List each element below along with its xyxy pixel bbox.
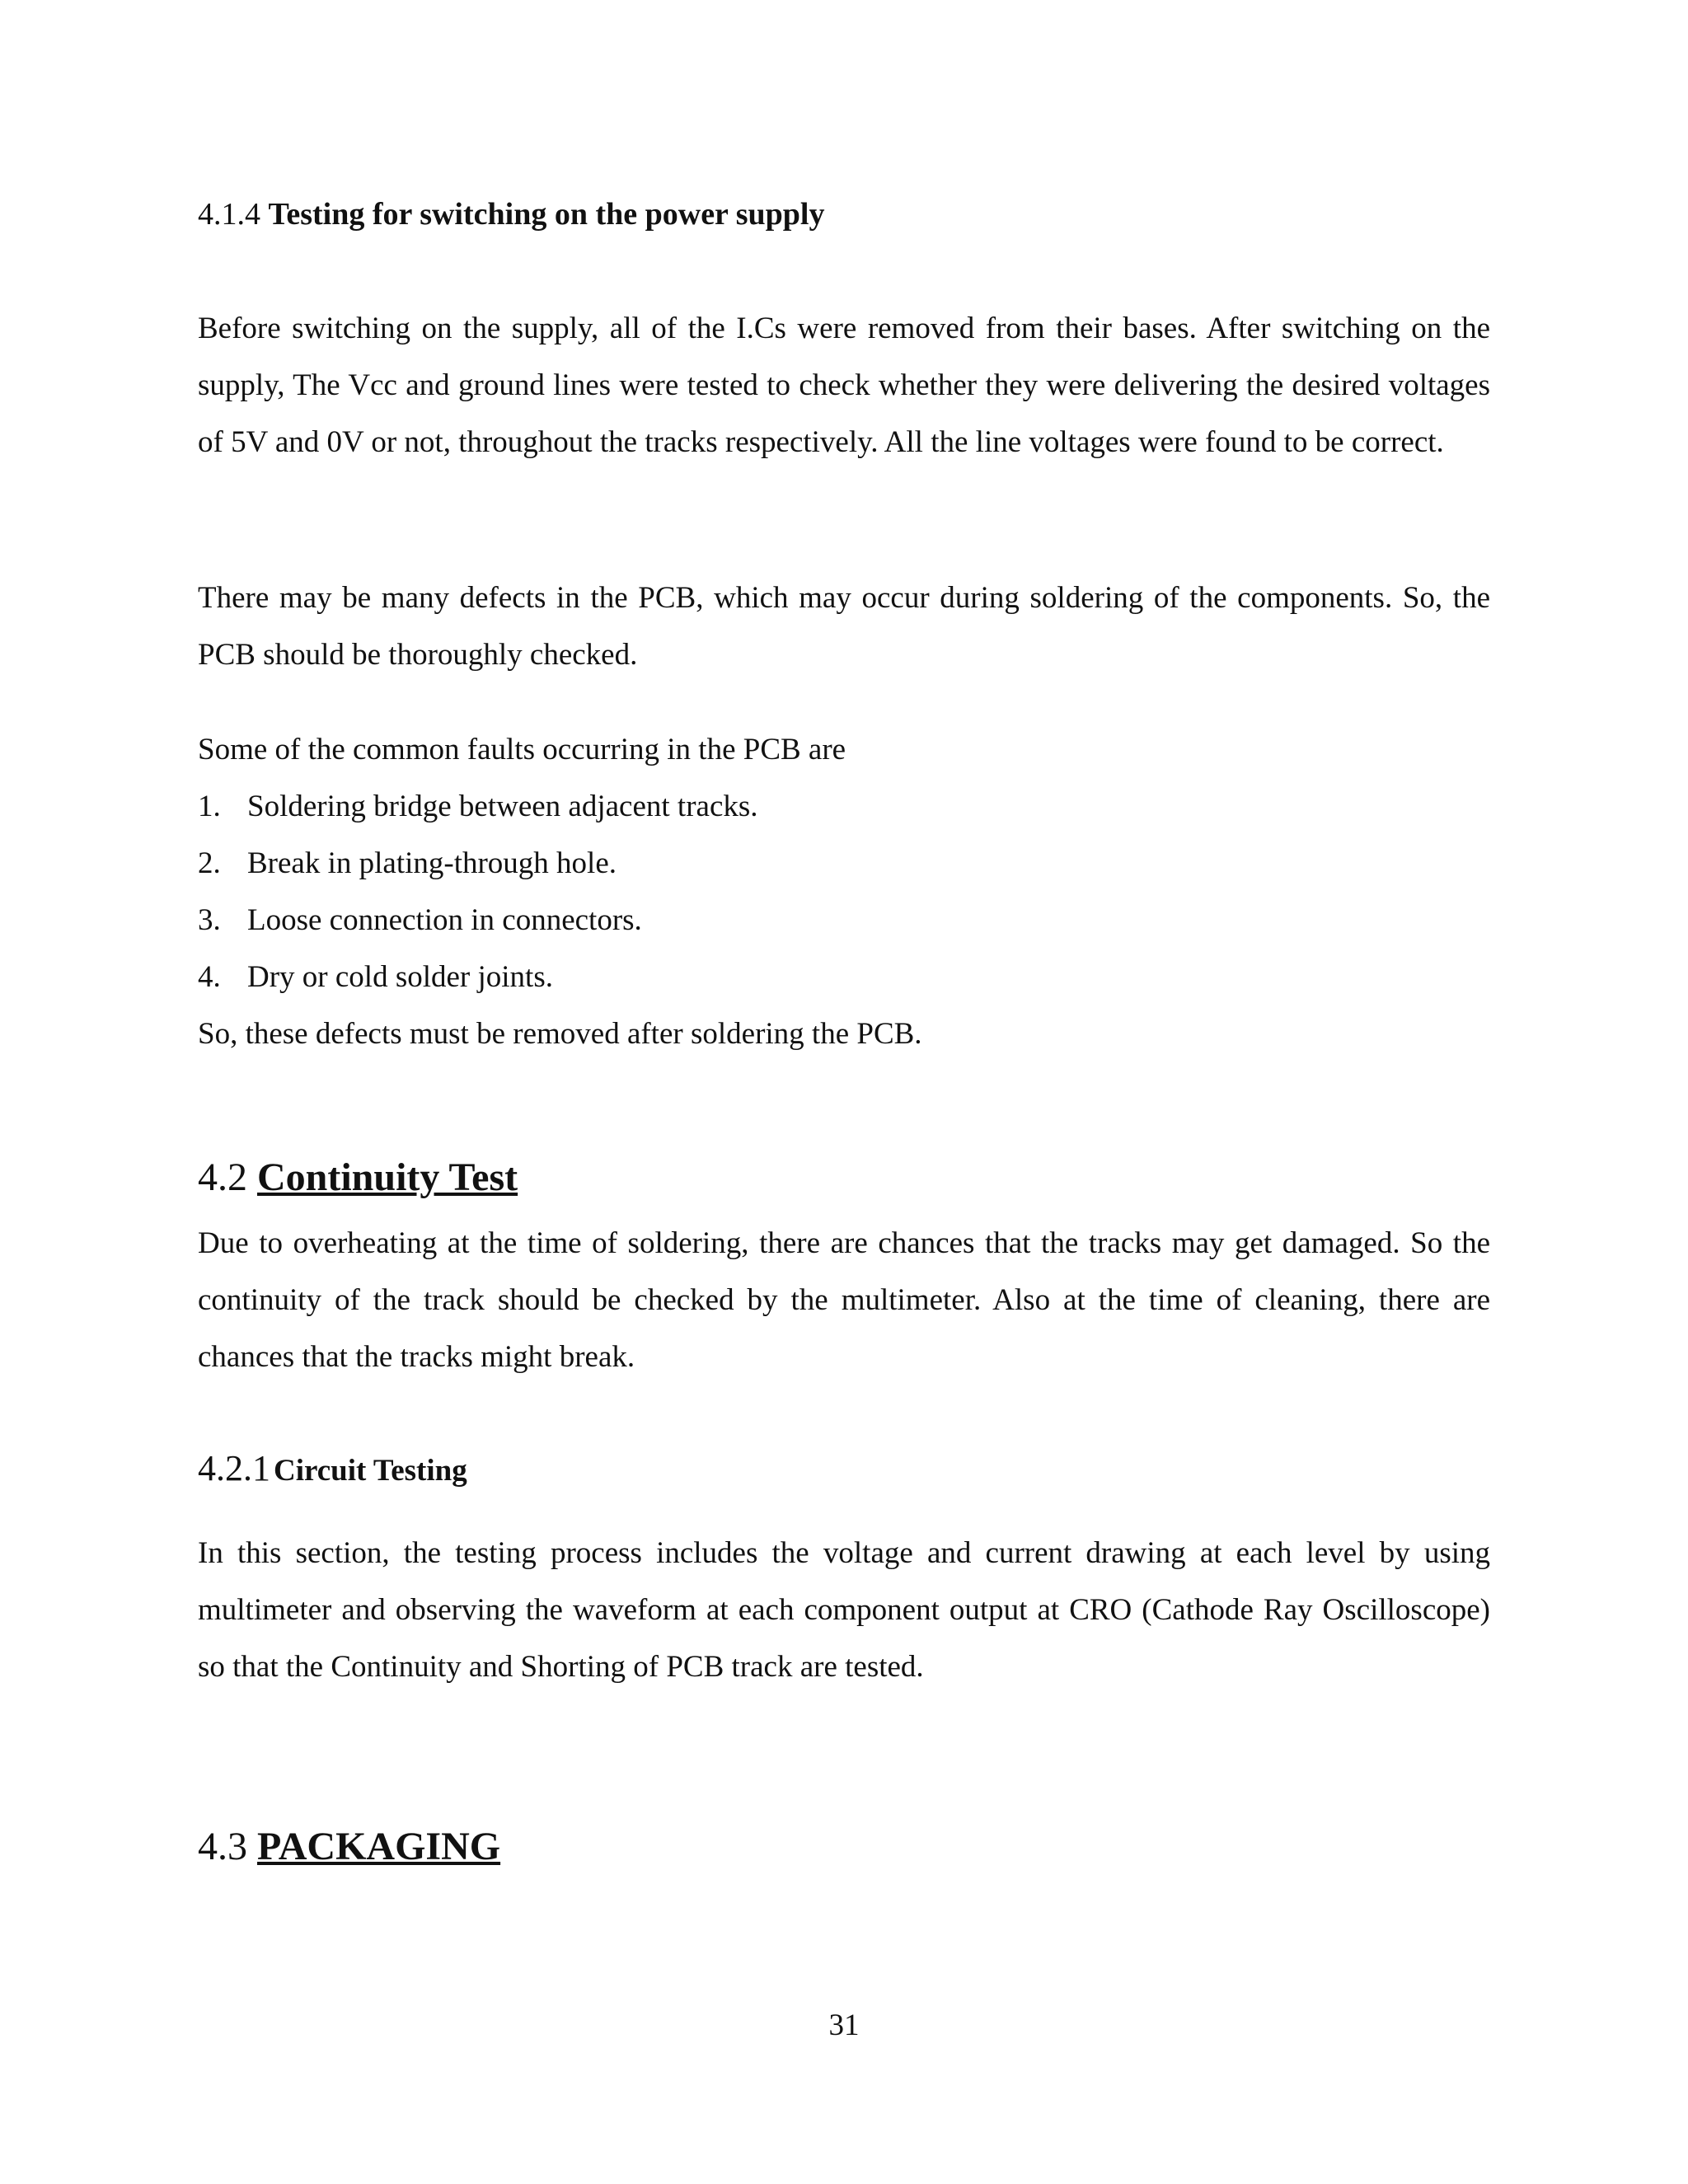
list-item-text: Loose connection in connectors. [247, 903, 642, 937]
list-item-number: 1. [198, 790, 221, 823]
list-item-text: Dry or cold solder joints. [247, 960, 553, 994]
paragraph-supply-testing: Before switching on the supply, all of the I.Cs were removed from their bases. After switching on the supply, The Vcc and ground lines were tested to check whether they were delivering the desired voltages of 5V and 0V or not, throughout the tracks respectively. All the line voltages were found to be correct. [198, 312, 1490, 459]
list-item [198, 949, 1490, 1005]
heading-4-2 [198, 1154, 1490, 1202]
faults-intro: Some of the common faults occurring in the PCB are [198, 733, 846, 766]
list-item-number: 4. [198, 960, 221, 994]
heading-number: 4.2.1 [198, 1448, 270, 1488]
heading-title: Continuity Test [257, 1155, 518, 1199]
heading-number: 4.1.4 [198, 197, 260, 232]
list-item-text: Soldering bridge between adjacent tracks. [247, 790, 758, 823]
paragraph-continuity: Due to overheating at the time of soldering, there are chances that the tracks may get damaged. So the continuity of the track should be checked by the multimeter. Also at the time of cleaning, there are chances that the tracks might break. [198, 1226, 1490, 1374]
list-item [198, 835, 1490, 892]
faults-outro: So, these defects must be removed after soldering the PCB. [198, 1017, 922, 1051]
heading-4-1-4 [198, 196, 1490, 234]
list-item-number: 2. [198, 846, 221, 880]
heading-title: Testing for switching on the power supply [268, 197, 825, 232]
heading-title: Circuit Testing [274, 1454, 467, 1488]
page-number: 31 [828, 2008, 860, 2042]
list-item-text: Break in plating-through hole. [247, 846, 617, 880]
faults-list [198, 778, 1490, 1005]
list-item [198, 778, 1490, 835]
heading-number: 4.2 [198, 1155, 247, 1199]
heading-number: 4.3 [198, 1825, 247, 1868]
list-item-number: 3. [198, 903, 221, 937]
paragraph-pcb-defects: There may be many defects in the PCB, which may occur during soldering of the components. So, the PCB should be thoroughly checked. [198, 581, 1490, 672]
heading-4-2-1 [198, 1447, 1490, 1489]
list-item [198, 892, 1490, 949]
heading-title: PACKAGING [257, 1825, 501, 1868]
paragraph-circuit-testing: In this section, the testing process includes the voltage and current drawing at each level by using multimeter and observing the waveform at each component output at CRO (Cathode Ray Oscilloscope) so that the Continuity and Shorting of PCB track are tested. [198, 1536, 1490, 1684]
heading-4-3 [198, 1823, 1490, 1871]
